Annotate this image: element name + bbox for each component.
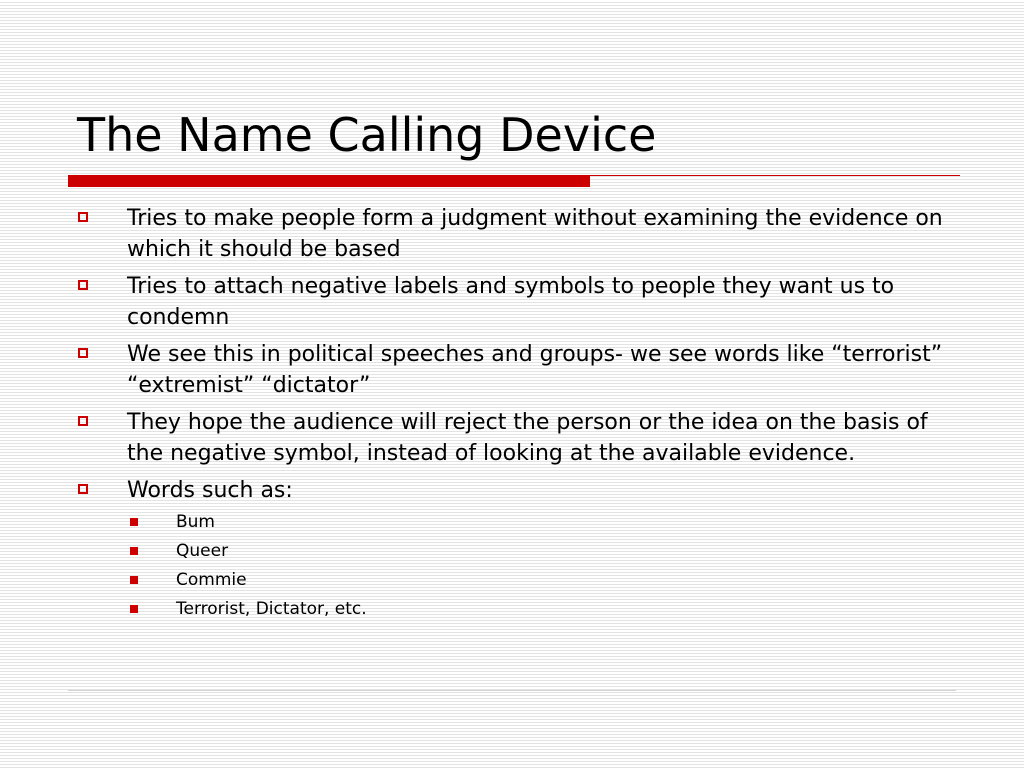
footer-divider bbox=[68, 690, 956, 692]
filled-square-bullet-icon bbox=[130, 547, 138, 555]
sub-bullet-item bbox=[127, 566, 957, 595]
sub-bullet-text: Bum bbox=[176, 512, 215, 532]
sub-bullet-item bbox=[127, 508, 957, 537]
title-underline-thick bbox=[68, 175, 590, 187]
sub-bullet-text: Commie bbox=[176, 570, 247, 590]
hollow-square-bullet-icon bbox=[78, 280, 88, 290]
hollow-square-bullet-icon bbox=[78, 348, 88, 358]
bullet-item bbox=[75, 475, 957, 624]
sub-bullet-item bbox=[127, 595, 957, 624]
sub-bullet-text: Queer bbox=[176, 541, 229, 561]
hollow-square-bullet-icon bbox=[78, 212, 88, 222]
hollow-square-bullet-icon bbox=[78, 416, 88, 426]
bullet-item bbox=[75, 203, 957, 265]
slide-title: The Name Calling Device bbox=[77, 108, 657, 162]
bullet-text: Tries to make people form a judgment without examining the evidence on which it should be based bbox=[127, 206, 943, 262]
bullet-item bbox=[75, 339, 957, 401]
sub-bullet-item bbox=[127, 537, 957, 566]
sub-bullet-list bbox=[127, 508, 957, 624]
filled-square-bullet-icon bbox=[130, 576, 138, 584]
bullet-text: They hope the audience will reject the person or the idea on the basis of the negative symbol, instead of looking at the available evidence. bbox=[127, 410, 928, 466]
bullet-item bbox=[75, 407, 957, 469]
bullet-text: We see this in political speeches and groups- we see words like “terrorist” “extremist” “dictator” bbox=[127, 342, 943, 398]
sub-bullet-text: Terrorist, Dictator, etc. bbox=[176, 599, 367, 619]
bullet-list bbox=[75, 203, 965, 630]
bullet-text: Words such as: bbox=[127, 478, 293, 503]
filled-square-bullet-icon bbox=[130, 605, 138, 613]
title-underline-thin bbox=[590, 175, 960, 176]
bullet-text: Tries to attach negative labels and symbols to people they want us to condemn bbox=[127, 274, 895, 330]
bullet-item bbox=[75, 271, 957, 333]
hollow-square-bullet-icon bbox=[78, 484, 88, 494]
filled-square-bullet-icon bbox=[130, 518, 138, 526]
